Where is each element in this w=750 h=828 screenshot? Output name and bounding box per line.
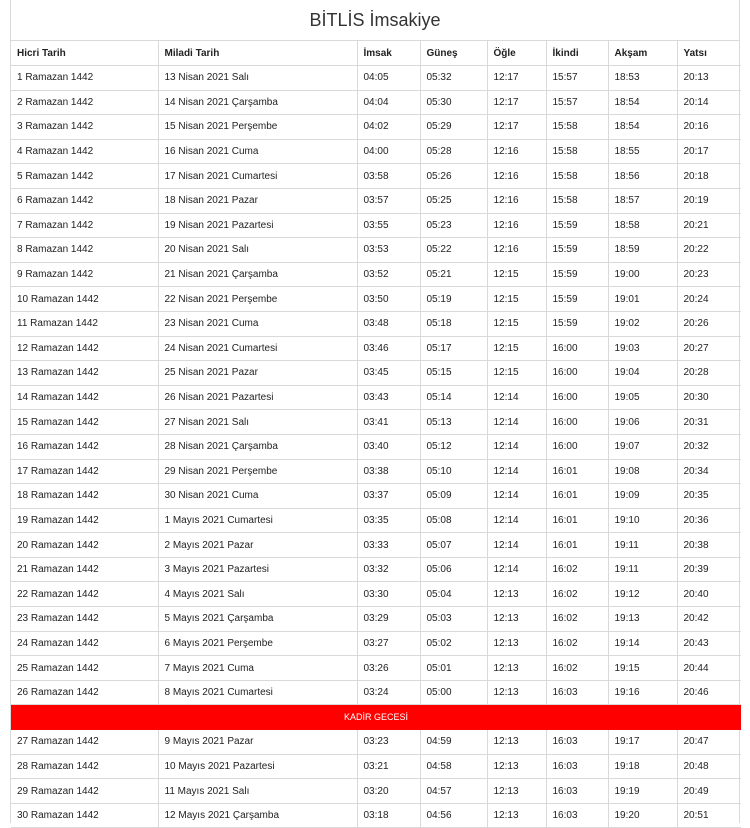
cell-aksam: 18:59 (608, 238, 677, 263)
cell-yatsi: 20:36 (677, 508, 741, 533)
header-row (11, 41, 741, 66)
cell-gunes: 05:26 (420, 164, 487, 189)
cell-ogle: 12:13 (487, 607, 546, 632)
cell-ikindi: 15:59 (546, 311, 608, 336)
cell-ogle: 12:14 (487, 557, 546, 582)
cell-gunes: 05:22 (420, 238, 487, 263)
cell-aksam: 19:00 (608, 262, 677, 287)
cell-ogle: 12:16 (487, 238, 546, 263)
cell-hicri-tarih: 6 Ramazan 1442 (11, 188, 158, 213)
cell-ogle: 12:14 (487, 459, 546, 484)
cell-miladi-tarih: 1 Mayıs 2021 Cumartesi (158, 508, 357, 533)
header-gunes: Güneş (420, 41, 487, 66)
cell-hicri-tarih: 28 Ramazan 1442 (11, 754, 158, 779)
cell-gunes: 05:30 (420, 90, 487, 115)
cell-ikindi: 16:00 (546, 385, 608, 410)
cell-aksam: 19:15 (608, 656, 677, 681)
cell-miladi-tarih: 24 Nisan 2021 Cumartesi (158, 336, 357, 361)
cell-hicri-tarih: 3 Ramazan 1442 (11, 115, 158, 140)
table-row (11, 66, 741, 91)
cell-ikindi: 16:03 (546, 730, 608, 755)
cell-ogle: 12:13 (487, 730, 546, 755)
cell-ogle: 12:15 (487, 311, 546, 336)
cell-aksam: 19:20 (608, 803, 677, 828)
cell-yatsi: 20:14 (677, 90, 741, 115)
header-ikindi: İkindi (546, 41, 608, 66)
cell-ogle: 12:13 (487, 680, 546, 705)
cell-ogle: 12:13 (487, 631, 546, 656)
header-miladi-tarih: Miladi Tarih (158, 41, 357, 66)
cell-ikindi: 16:02 (546, 582, 608, 607)
cell-aksam: 18:53 (608, 66, 677, 91)
cell-miladi-tarih: 9 Mayıs 2021 Pazar (158, 730, 357, 755)
cell-yatsi: 20:47 (677, 730, 741, 755)
table-row (11, 238, 741, 263)
table-row (11, 164, 741, 189)
kadir-section (11, 705, 741, 730)
cell-ogle: 12:16 (487, 213, 546, 238)
cell-aksam: 18:58 (608, 213, 677, 238)
cell-aksam: 19:10 (608, 508, 677, 533)
cell-hicri-tarih: 9 Ramazan 1442 (11, 262, 158, 287)
table-row (11, 680, 741, 705)
cell-hicri-tarih: 16 Ramazan 1442 (11, 434, 158, 459)
cell-aksam: 19:01 (608, 287, 677, 312)
cell-yatsi: 20:49 (677, 779, 741, 804)
cell-ogle: 12:17 (487, 90, 546, 115)
cell-yatsi: 20:51 (677, 803, 741, 828)
cell-ogle: 12:13 (487, 779, 546, 804)
cell-imsak: 03:21 (357, 754, 420, 779)
cell-hicri-tarih: 11 Ramazan 1442 (11, 311, 158, 336)
table-row (11, 139, 741, 164)
cell-ikindi: 16:00 (546, 434, 608, 459)
cell-gunes: 05:01 (420, 656, 487, 681)
cell-miladi-tarih: 29 Nisan 2021 Perşembe (158, 459, 357, 484)
cell-gunes: 05:32 (420, 66, 487, 91)
table-row (11, 582, 741, 607)
cell-hicri-tarih: 5 Ramazan 1442 (11, 164, 158, 189)
cell-imsak: 03:27 (357, 631, 420, 656)
cell-imsak: 03:53 (357, 238, 420, 263)
cell-ikindi: 16:03 (546, 680, 608, 705)
cell-yatsi: 20:38 (677, 533, 741, 558)
cell-yatsi: 20:30 (677, 385, 741, 410)
cell-hicri-tarih: 10 Ramazan 1442 (11, 287, 158, 312)
cell-hicri-tarih: 12 Ramazan 1442 (11, 336, 158, 361)
cell-miladi-tarih: 4 Mayıs 2021 Salı (158, 582, 357, 607)
table-row (11, 287, 741, 312)
cell-ogle: 12:14 (487, 410, 546, 435)
cell-aksam: 19:03 (608, 336, 677, 361)
cell-gunes: 05:02 (420, 631, 487, 656)
cell-ikindi: 15:57 (546, 66, 608, 91)
cell-ogle: 12:14 (487, 434, 546, 459)
cell-ogle: 12:15 (487, 336, 546, 361)
cell-imsak: 03:55 (357, 213, 420, 238)
cell-ogle: 12:13 (487, 754, 546, 779)
cell-gunes: 05:04 (420, 582, 487, 607)
header-yatsi: Yatsı (677, 41, 741, 66)
cell-ogle: 12:13 (487, 656, 546, 681)
cell-imsak: 03:40 (357, 434, 420, 459)
table-row (11, 90, 741, 115)
cell-ikindi: 16:00 (546, 361, 608, 386)
cell-imsak: 03:18 (357, 803, 420, 828)
cell-miladi-tarih: 28 Nisan 2021 Çarşamba (158, 434, 357, 459)
cell-gunes: 05:07 (420, 533, 487, 558)
cell-miladi-tarih: 18 Nisan 2021 Pazar (158, 188, 357, 213)
cell-yatsi: 20:21 (677, 213, 741, 238)
cell-imsak: 03:46 (357, 336, 420, 361)
header-imsak: İmsak (357, 41, 420, 66)
cell-ogle: 12:13 (487, 582, 546, 607)
table-row (11, 262, 741, 287)
cell-miladi-tarih: 15 Nisan 2021 Perşembe (158, 115, 357, 140)
cell-miladi-tarih: 13 Nisan 2021 Salı (158, 66, 357, 91)
cell-hicri-tarih: 8 Ramazan 1442 (11, 238, 158, 263)
cell-miladi-tarih: 12 Mayıs 2021 Çarşamba (158, 803, 357, 828)
cell-hicri-tarih: 18 Ramazan 1442 (11, 484, 158, 509)
cell-imsak: 03:38 (357, 459, 420, 484)
cell-ikindi: 15:59 (546, 213, 608, 238)
cell-aksam: 19:11 (608, 557, 677, 582)
cell-gunes: 05:14 (420, 385, 487, 410)
cell-hicri-tarih: 2 Ramazan 1442 (11, 90, 158, 115)
cell-yatsi: 20:22 (677, 238, 741, 263)
cell-miladi-tarih: 7 Mayıs 2021 Cuma (158, 656, 357, 681)
cell-hicri-tarih: 26 Ramazan 1442 (11, 680, 158, 705)
cell-hicri-tarih: 29 Ramazan 1442 (11, 779, 158, 804)
cell-ikindi: 16:01 (546, 459, 608, 484)
cell-miladi-tarih: 5 Mayıs 2021 Çarşamba (158, 607, 357, 632)
cell-yatsi: 20:42 (677, 607, 741, 632)
table-row (11, 311, 741, 336)
cell-aksam: 18:56 (608, 164, 677, 189)
cell-ikindi: 16:02 (546, 607, 608, 632)
cell-yatsi: 20:43 (677, 631, 741, 656)
cell-ikindi: 16:00 (546, 336, 608, 361)
cell-ikindi: 16:00 (546, 410, 608, 435)
cell-yatsi: 20:39 (677, 557, 741, 582)
table-row (11, 533, 741, 558)
cell-miladi-tarih: 25 Nisan 2021 Pazar (158, 361, 357, 386)
table-row (11, 484, 741, 509)
cell-imsak: 03:26 (357, 656, 420, 681)
cell-imsak: 03:30 (357, 582, 420, 607)
cell-miladi-tarih: 17 Nisan 2021 Cumartesi (158, 164, 357, 189)
cell-gunes: 05:12 (420, 434, 487, 459)
cell-miladi-tarih: 26 Nisan 2021 Pazartesi (158, 385, 357, 410)
cell-ogle: 12:13 (487, 803, 546, 828)
header-ogle: Öğle (487, 41, 546, 66)
table-row (11, 631, 741, 656)
imsakiye-table (11, 41, 741, 828)
table-row (11, 459, 741, 484)
cell-imsak: 03:24 (357, 680, 420, 705)
cell-ikindi: 15:58 (546, 188, 608, 213)
cell-yatsi: 20:23 (677, 262, 741, 287)
table-row (11, 754, 741, 779)
cell-miladi-tarih: 6 Mayıs 2021 Perşembe (158, 631, 357, 656)
cell-yatsi: 20:32 (677, 434, 741, 459)
cell-aksam: 18:57 (608, 188, 677, 213)
cell-hicri-tarih: 30 Ramazan 1442 (11, 803, 158, 828)
table-row (11, 410, 741, 435)
cell-aksam: 19:16 (608, 680, 677, 705)
cell-ikindi: 15:59 (546, 287, 608, 312)
cell-imsak: 04:04 (357, 90, 420, 115)
cell-miladi-tarih: 30 Nisan 2021 Cuma (158, 484, 357, 509)
cell-gunes: 05:25 (420, 188, 487, 213)
cell-miladi-tarih: 20 Nisan 2021 Salı (158, 238, 357, 263)
cell-gunes: 05:03 (420, 607, 487, 632)
cell-gunes: 05:08 (420, 508, 487, 533)
table-row (11, 730, 741, 755)
cell-gunes: 05:13 (420, 410, 487, 435)
cell-aksam: 18:55 (608, 139, 677, 164)
cell-aksam: 19:07 (608, 434, 677, 459)
cell-yatsi: 20:26 (677, 311, 741, 336)
table-row (11, 434, 741, 459)
cell-hicri-tarih: 24 Ramazan 1442 (11, 631, 158, 656)
cell-imsak: 03:23 (357, 730, 420, 755)
cell-aksam: 19:11 (608, 533, 677, 558)
kadir-gecesi-label: KADİR GECESİ (11, 705, 741, 730)
cell-miladi-tarih: 11 Mayıs 2021 Salı (158, 779, 357, 804)
cell-ikindi: 15:59 (546, 238, 608, 263)
cell-hicri-tarih: 25 Ramazan 1442 (11, 656, 158, 681)
cell-miladi-tarih: 19 Nisan 2021 Pazartesi (158, 213, 357, 238)
cell-imsak: 03:33 (357, 533, 420, 558)
cell-aksam: 19:06 (608, 410, 677, 435)
cell-ikindi: 16:03 (546, 803, 608, 828)
cell-ikindi: 16:02 (546, 557, 608, 582)
cell-gunes: 05:23 (420, 213, 487, 238)
cell-aksam: 19:18 (608, 754, 677, 779)
cell-ikindi: 15:58 (546, 139, 608, 164)
cell-yatsi: 20:46 (677, 680, 741, 705)
cell-miladi-tarih: 16 Nisan 2021 Cuma (158, 139, 357, 164)
cell-yatsi: 20:16 (677, 115, 741, 140)
cell-gunes: 05:09 (420, 484, 487, 509)
cell-hicri-tarih: 4 Ramazan 1442 (11, 139, 158, 164)
cell-hicri-tarih: 7 Ramazan 1442 (11, 213, 158, 238)
cell-yatsi: 20:31 (677, 410, 741, 435)
cell-hicri-tarih: 21 Ramazan 1442 (11, 557, 158, 582)
cell-hicri-tarih: 27 Ramazan 1442 (11, 730, 158, 755)
cell-yatsi: 20:13 (677, 66, 741, 91)
cell-hicri-tarih: 17 Ramazan 1442 (11, 459, 158, 484)
table-row (11, 656, 741, 681)
cell-hicri-tarih: 1 Ramazan 1442 (11, 66, 158, 91)
header-hicri-tarih: Hicri Tarih (11, 41, 158, 66)
cell-gunes: 05:29 (420, 115, 487, 140)
table-body-after (11, 730, 741, 828)
cell-imsak: 03:41 (357, 410, 420, 435)
cell-yatsi: 20:24 (677, 287, 741, 312)
cell-imsak: 03:45 (357, 361, 420, 386)
cell-yatsi: 20:34 (677, 459, 741, 484)
cell-ogle: 12:17 (487, 66, 546, 91)
cell-gunes: 05:19 (420, 287, 487, 312)
cell-gunes: 04:57 (420, 779, 487, 804)
cell-hicri-tarih: 13 Ramazan 1442 (11, 361, 158, 386)
cell-ikindi: 15:58 (546, 164, 608, 189)
table-row (11, 385, 741, 410)
table-row (11, 115, 741, 140)
cell-imsak: 04:00 (357, 139, 420, 164)
cell-aksam: 19:09 (608, 484, 677, 509)
cell-imsak: 03:35 (357, 508, 420, 533)
cell-gunes: 05:28 (420, 139, 487, 164)
cell-ogle: 12:14 (487, 484, 546, 509)
cell-imsak: 04:02 (357, 115, 420, 140)
cell-gunes: 05:10 (420, 459, 487, 484)
cell-ogle: 12:16 (487, 188, 546, 213)
cell-ikindi: 16:03 (546, 779, 608, 804)
cell-ogle: 12:15 (487, 262, 546, 287)
cell-imsak: 03:37 (357, 484, 420, 509)
cell-imsak: 03:32 (357, 557, 420, 582)
table-row (11, 508, 741, 533)
cell-aksam: 19:13 (608, 607, 677, 632)
cell-aksam: 19:05 (608, 385, 677, 410)
cell-ogle: 12:15 (487, 361, 546, 386)
cell-gunes: 05:21 (420, 262, 487, 287)
cell-aksam: 18:54 (608, 115, 677, 140)
cell-ogle: 12:16 (487, 139, 546, 164)
table-row (11, 803, 741, 828)
cell-ogle: 12:14 (487, 508, 546, 533)
cell-gunes: 05:00 (420, 680, 487, 705)
cell-imsak: 03:29 (357, 607, 420, 632)
cell-ogle: 12:17 (487, 115, 546, 140)
cell-ikindi: 16:02 (546, 631, 608, 656)
cell-ikindi: 15:59 (546, 262, 608, 287)
cell-imsak: 03:48 (357, 311, 420, 336)
cell-yatsi: 20:40 (677, 582, 741, 607)
table-row (11, 336, 741, 361)
cell-hicri-tarih: 15 Ramazan 1442 (11, 410, 158, 435)
cell-aksam: 19:04 (608, 361, 677, 386)
cell-ikindi: 16:01 (546, 484, 608, 509)
cell-yatsi: 20:18 (677, 164, 741, 189)
cell-ikindi: 16:02 (546, 656, 608, 681)
cell-hicri-tarih: 22 Ramazan 1442 (11, 582, 158, 607)
cell-gunes: 05:18 (420, 311, 487, 336)
cell-hicri-tarih: 20 Ramazan 1442 (11, 533, 158, 558)
page-title: BİTLİS İmsakiye (11, 0, 739, 41)
cell-yatsi: 20:19 (677, 188, 741, 213)
cell-aksam: 19:19 (608, 779, 677, 804)
cell-imsak: 03:52 (357, 262, 420, 287)
cell-gunes: 04:56 (420, 803, 487, 828)
cell-ikindi: 16:03 (546, 754, 608, 779)
cell-yatsi: 20:44 (677, 656, 741, 681)
cell-yatsi: 20:28 (677, 361, 741, 386)
cell-imsak: 04:05 (357, 66, 420, 91)
cell-miladi-tarih: 10 Mayıs 2021 Pazartesi (158, 754, 357, 779)
cell-miladi-tarih: 3 Mayıs 2021 Pazartesi (158, 557, 357, 582)
cell-yatsi: 20:35 (677, 484, 741, 509)
table-body (11, 66, 741, 705)
cell-imsak: 03:58 (357, 164, 420, 189)
cell-ikindi: 15:58 (546, 115, 608, 140)
cell-gunes: 05:06 (420, 557, 487, 582)
kadir-gecesi-row (11, 705, 741, 730)
cell-miladi-tarih: 2 Mayıs 2021 Pazar (158, 533, 357, 558)
cell-miladi-tarih: 8 Mayıs 2021 Cumartesi (158, 680, 357, 705)
cell-imsak: 03:20 (357, 779, 420, 804)
cell-miladi-tarih: 27 Nisan 2021 Salı (158, 410, 357, 435)
cell-imsak: 03:57 (357, 188, 420, 213)
table-row (11, 361, 741, 386)
cell-ogle: 12:16 (487, 164, 546, 189)
cell-yatsi: 20:17 (677, 139, 741, 164)
cell-aksam: 19:17 (608, 730, 677, 755)
cell-aksam: 19:12 (608, 582, 677, 607)
table-row (11, 607, 741, 632)
cell-hicri-tarih: 19 Ramazan 1442 (11, 508, 158, 533)
cell-gunes: 04:58 (420, 754, 487, 779)
cell-ikindi: 16:01 (546, 533, 608, 558)
table-row (11, 188, 741, 213)
table-row (11, 213, 741, 238)
cell-yatsi: 20:27 (677, 336, 741, 361)
cell-ikindi: 15:57 (546, 90, 608, 115)
cell-aksam: 19:14 (608, 631, 677, 656)
cell-hicri-tarih: 23 Ramazan 1442 (11, 607, 158, 632)
cell-yatsi: 20:48 (677, 754, 741, 779)
table-row (11, 779, 741, 804)
header-aksam: Akşam (608, 41, 677, 66)
cell-gunes: 05:17 (420, 336, 487, 361)
cell-gunes: 05:15 (420, 361, 487, 386)
cell-aksam: 18:54 (608, 90, 677, 115)
cell-imsak: 03:43 (357, 385, 420, 410)
cell-ogle: 12:14 (487, 533, 546, 558)
cell-ogle: 12:15 (487, 287, 546, 312)
cell-miladi-tarih: 23 Nisan 2021 Cuma (158, 311, 357, 336)
cell-ogle: 12:14 (487, 385, 546, 410)
cell-miladi-tarih: 21 Nisan 2021 Çarşamba (158, 262, 357, 287)
cell-aksam: 19:02 (608, 311, 677, 336)
cell-imsak: 03:50 (357, 287, 420, 312)
cell-hicri-tarih: 14 Ramazan 1442 (11, 385, 158, 410)
table-row (11, 557, 741, 582)
cell-gunes: 04:59 (420, 730, 487, 755)
cell-ikindi: 16:01 (546, 508, 608, 533)
cell-aksam: 19:08 (608, 459, 677, 484)
imsakiye-panel (10, 0, 740, 823)
cell-miladi-tarih: 22 Nisan 2021 Perşembe (158, 287, 357, 312)
cell-miladi-tarih: 14 Nisan 2021 Çarşamba (158, 90, 357, 115)
